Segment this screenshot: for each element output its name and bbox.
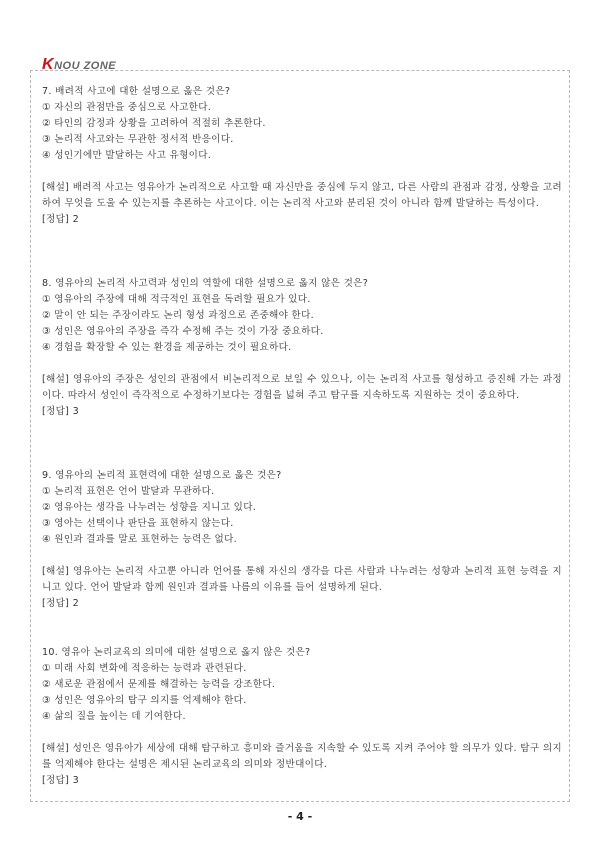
question-spacer <box>42 420 562 468</box>
option-4: ④ 성인기에만 발달하는 사고 유형이다. <box>42 150 212 161</box>
explanation: [해설] 영유아의 주장은 성인의 관점에서 비논리적으로 보일 수 있으나, 이는 논리적 사고를 형성하고 증진해 가는 과정이다. 따라서 성인이 즉각적으로 수정하기보다는 경험을 넓혀 주고 탐구를 지속하도록 지원하는 것이 중요하다. <box>42 374 562 401</box>
question-spacer <box>42 612 562 645</box>
question-7 <box>42 84 562 228</box>
explanation: [해설] 배려적 사고는 영유아가 논리적으로 사고할 때 자신만을 중심에 두지 않고, 다른 사람의 관점과 감정, 상황을 고려하여 무엇을 도울 수 있는지를 추론하는 사고이다. 이는 논리적 사고와 분리된 것이 아니라 함께 발달하는 특성이다. <box>42 182 562 209</box>
question-title: 9. 영유아의 논리적 표현력에 대한 설명으로 옳은 것은? <box>42 470 282 481</box>
question-title: 10. 영유아 논리교육의 의미에 대한 설명으로 옳지 않은 것은? <box>42 647 311 658</box>
option-3: ③ 논리적 사고와는 무관한 정서적 반응이다. <box>42 134 234 145</box>
option-2: ② 말이 안 되는 주장이라도 논리 형성 과정으로 존중해야 한다. <box>42 310 315 321</box>
answer: [정답] 3 <box>42 406 79 417</box>
question-spacer <box>42 228 562 276</box>
option-4: ④ 경험을 확장할 수 있는 환경을 제공하는 것이 필요하다. <box>42 342 292 353</box>
option-1: ① 영유아의 주장에 대해 적극적인 표현을 독려할 필요가 있다. <box>42 294 311 305</box>
option-1: ① 자신의 관점만을 중심으로 사고한다. <box>42 102 212 113</box>
answer: [정답] 2 <box>42 598 79 609</box>
explanation: [해설] 영유아는 논리적 사고뿐 아니라 언어를 통해 자신의 생각을 다른 사람과 나누려는 성향과 논리적 표현 능력을 지니고 있다. 언어 발달과 함께 원인과 결과를 나름의 이유를 들어 설명하게 된다. <box>42 566 562 593</box>
option-1: ① 미래 사회 변화에 적응하는 능력과 관련된다. <box>42 663 247 674</box>
question-list <box>42 84 562 789</box>
question-10 <box>42 645 562 789</box>
question-title: 8. 영유아의 논리적 사고력과 성인의 역할에 대한 설명으로 옳지 않은 것은? <box>42 278 369 289</box>
option-4: ④ 원인과 결과를 말로 표현하는 능력은 없다. <box>42 534 237 545</box>
option-2: ② 새로운 관점에서 문제를 해결하는 능력을 강조한다. <box>42 679 276 690</box>
answer: [정답] 3 <box>42 775 79 786</box>
option-3: ③ 영아는 선택이나 판단을 표현하지 않는다. <box>42 518 234 529</box>
page-number: - 4 - <box>287 810 313 823</box>
answer: [정답] 2 <box>42 214 79 225</box>
explanation: [해설] 성인은 영유아가 세상에 대해 탐구하고 흥미와 즐거움을 지속할 수 있도록 지켜 주어야 할 의무가 있다. 탐구 의지를 억제해야 한다는 설명은 제시된 논리교육의 의미와 정반대이다. <box>42 743 562 770</box>
question-title: 7. 배려적 사고에 대한 설명으로 옳은 것은? <box>42 86 231 97</box>
option-2: ② 영유아는 생각을 나누려는 성향을 지니고 있다. <box>42 502 257 513</box>
question-8 <box>42 276 562 420</box>
option-1: ① 논리적 표현은 언어 발달과 무관하다. <box>42 486 215 497</box>
page-header <box>30 50 570 72</box>
logo-letter-k: K <box>42 56 55 73</box>
option-3: ③ 성인은 영유아의 탐구 의지를 억제해야 한다. <box>42 695 247 706</box>
option-2: ② 타인의 감정과 상황을 고려하여 적절히 추론한다. <box>42 118 266 129</box>
option-3: ③ 성인은 영유아의 주장을 즉각 수정해 주는 것이 가장 중요하다. <box>42 326 324 337</box>
question-9 <box>42 468 562 612</box>
logo-wordmark: NOU ZONE <box>54 60 117 72</box>
option-4: ④ 삶의 질을 높이는 데 기여한다. <box>42 711 186 722</box>
